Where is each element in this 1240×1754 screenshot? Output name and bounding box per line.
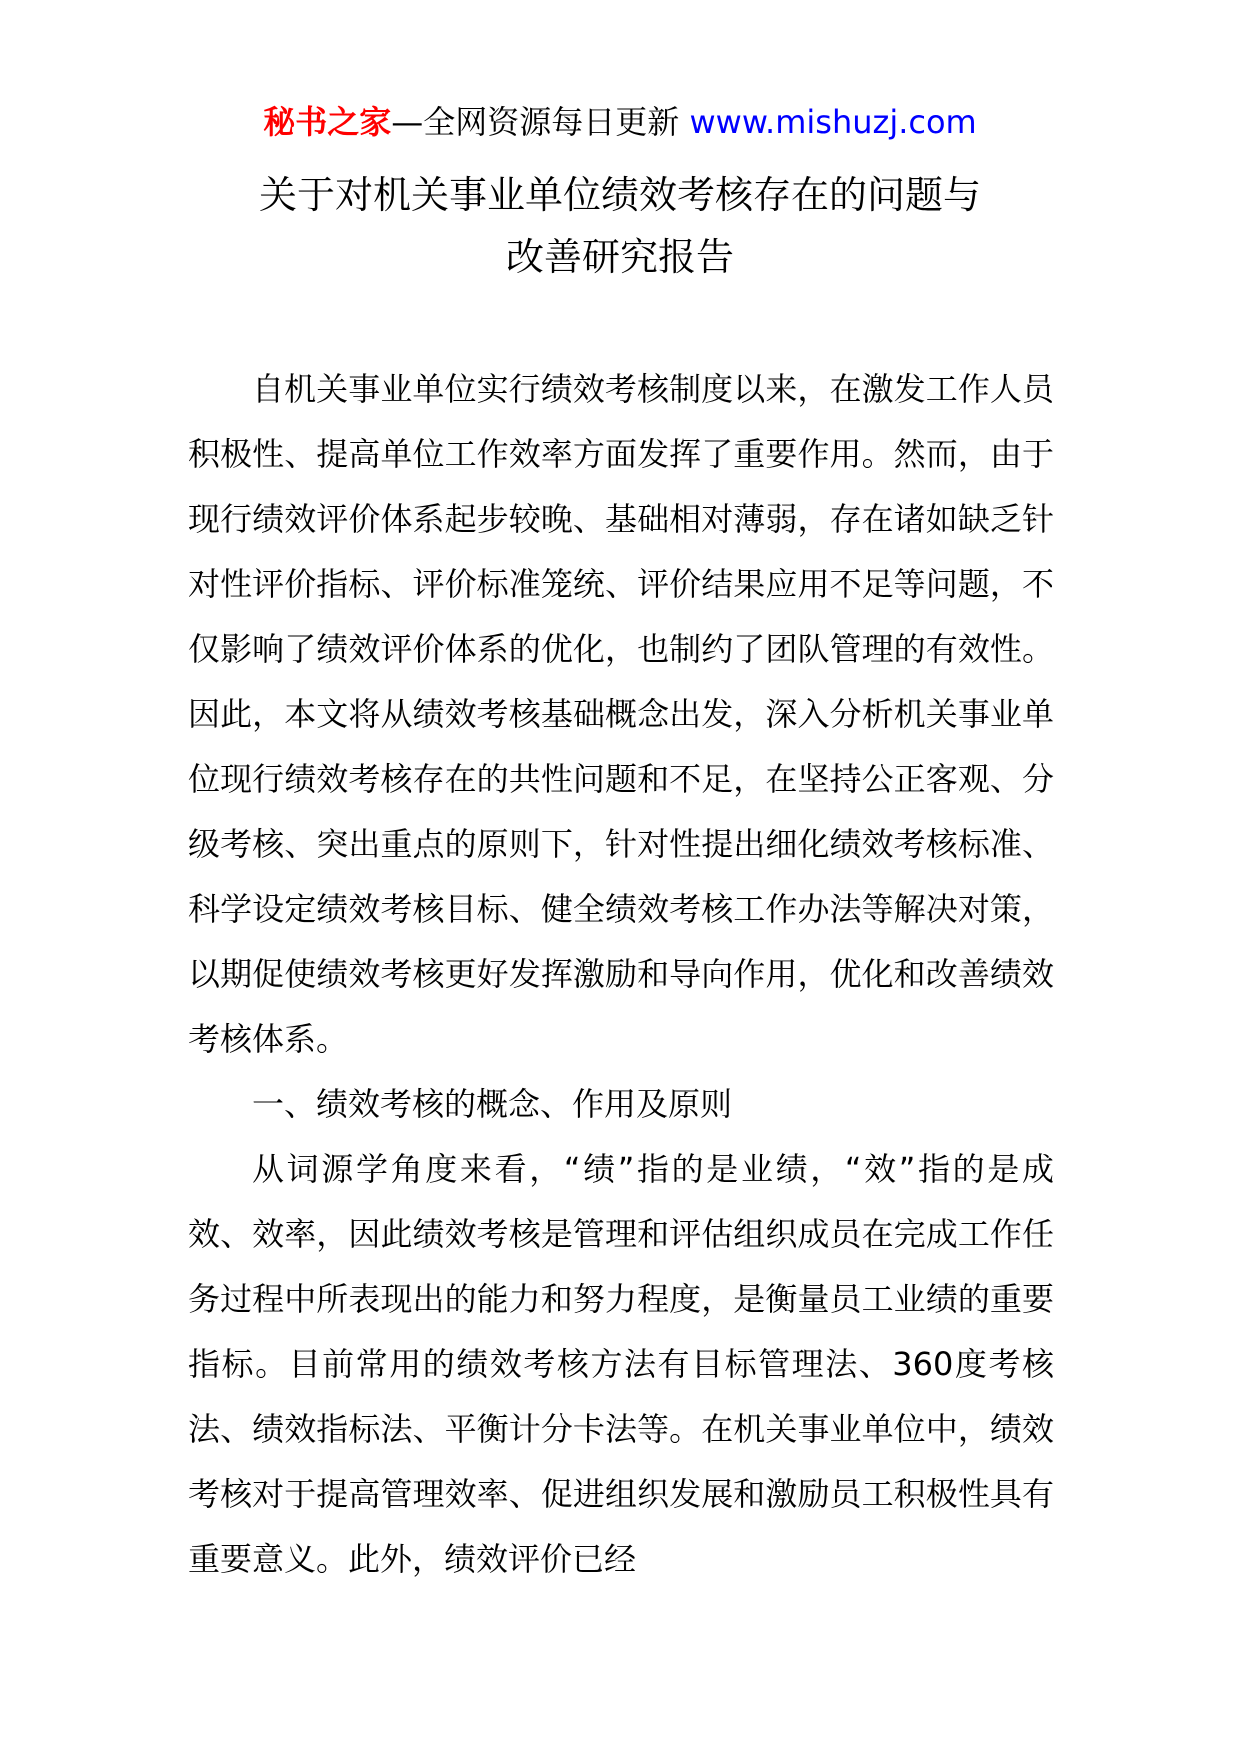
section-heading: 一、绩效考核的概念、作用及原则 [252, 1085, 733, 1123]
document-body [188, 357, 1054, 1592]
brand-tagline: —全网资源每日更新 [391, 103, 680, 141]
document-title-line-2: 改善研究报告 [505, 235, 734, 279]
site-header [0, 100, 1240, 144]
intro-paragraph: 自机关事业单位实行绩效考核制度以来，在激发工作人员积极性、提高单位工作效率方面发挥了重要作用。然而，由于现行绩效评价体系起步较晚、基础相对薄弱，存在诸如缺乏针对性评价指标、评价标准笼统、评价结果应用不足等问题，不仅影响了绩效评价体系的优化，也制约了团队管理的有效性。因此，本文将从绩效考核基础概念出发，深入分析机关事业单位现行绩效考核存在的共性问题和不足，在坚持公正客观、分级考核、突出重点的原则下，针对性提出细化绩效考核标准、科学设定绩效考核目标、健全绩效考核工作办法等解决对策，以期促使绩效考核更好发挥激励和导向作用，优化和改善绩效考核体系。 [188, 370, 1054, 1058]
body-paragraph: 从词源学角度来看，“绩”指的是业绩，“效”指的是成效、效率，因此绩效考核是管理和评估组织成员在完成工作任务过程中所表现出的能力和努力程度，是衡量员工业绩的重要指标。目前常用的绩效考核方法有目标管理法、360度考核法、绩效指标法、平衡计分卡法等。在机关事业单位中，绩效考核对于提高管理效率、促进组织发展和激励员工积极性具有重要意义。此外，绩效评价已经 [188, 1150, 1054, 1578]
document-title-line-1: 关于对机关事业单位绩效考核存在的问题与 [258, 173, 981, 217]
document-title [160, 164, 1080, 288]
site-url-link[interactable]: www.mishuzj.com [689, 103, 977, 141]
brand-name: 秘书之家 [263, 103, 392, 141]
